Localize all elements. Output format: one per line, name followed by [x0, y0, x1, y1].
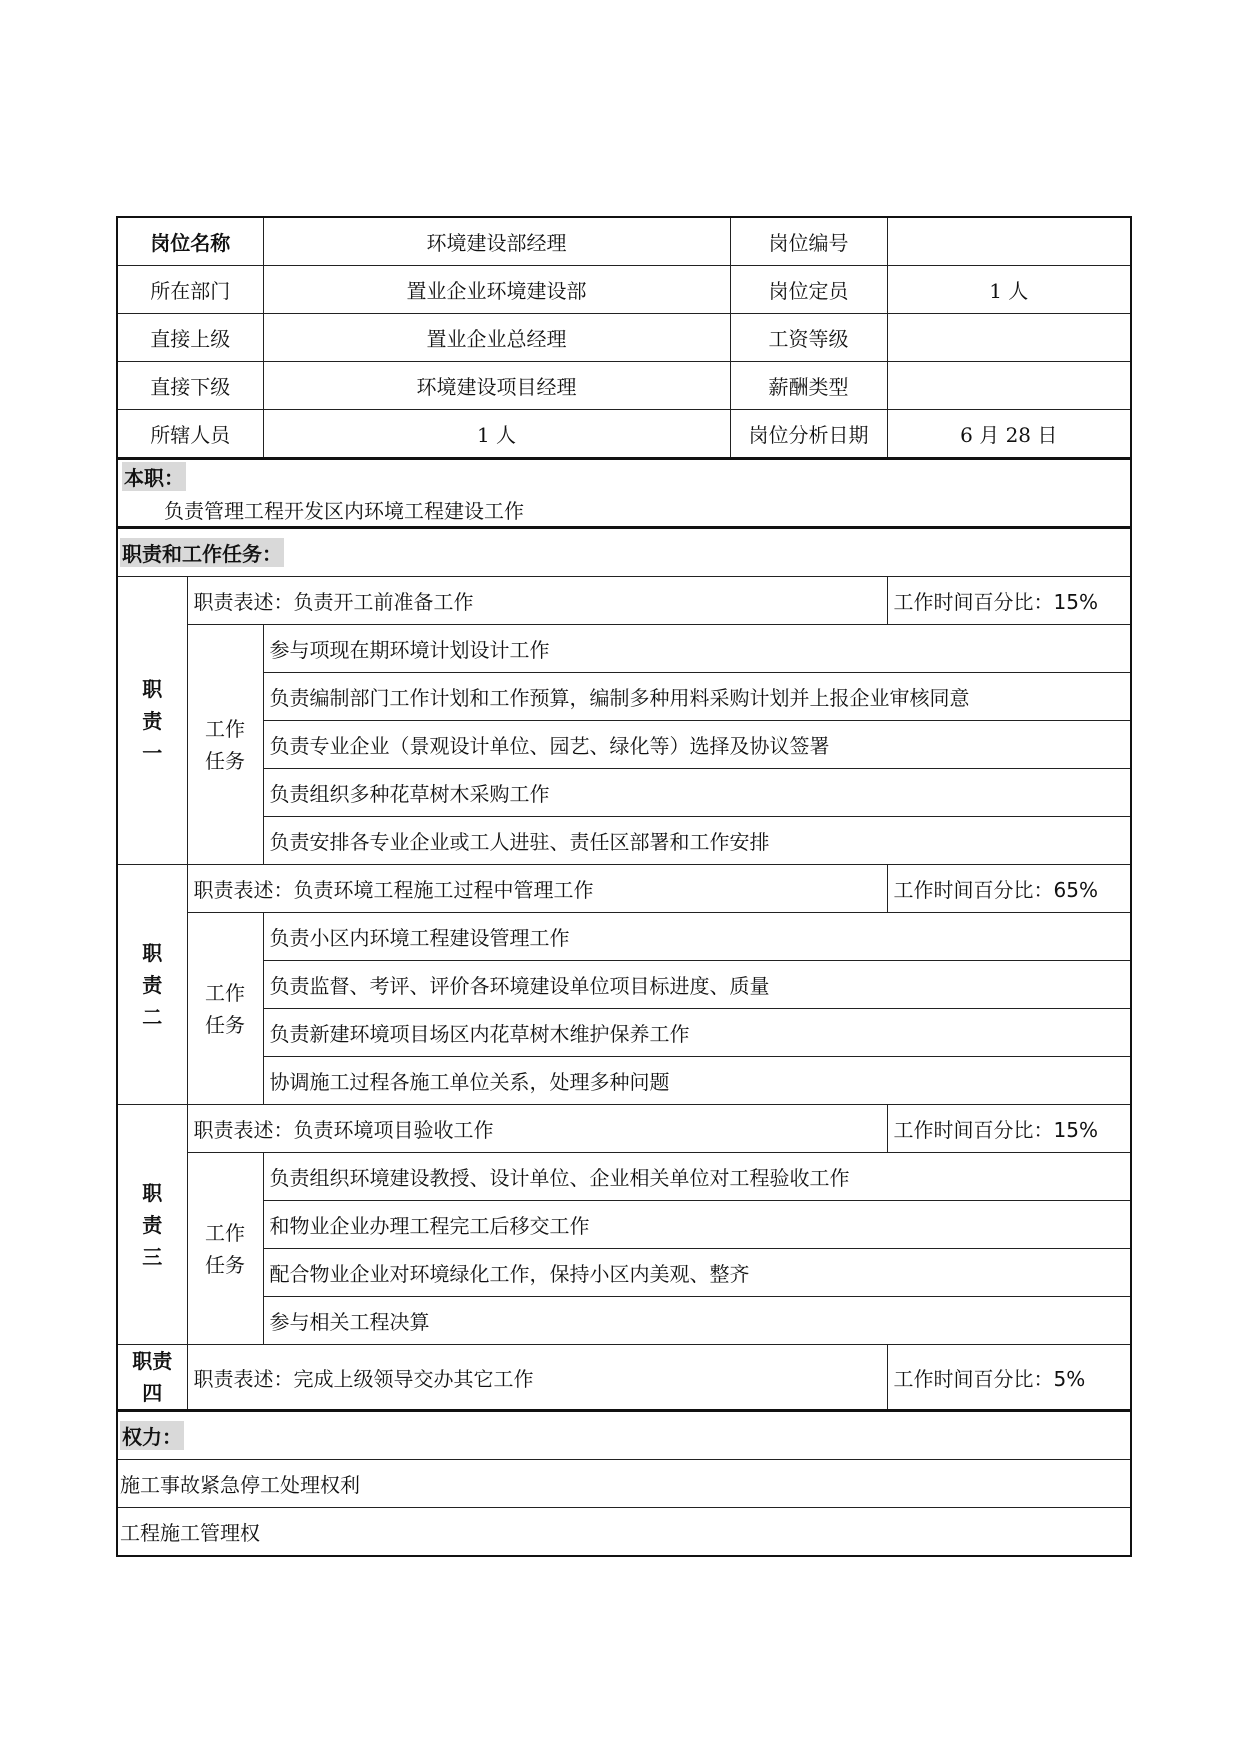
duty-label: 职 责 一 — [117, 577, 187, 865]
duty-time-percent: 工作时间百分比：15% — [887, 1105, 1131, 1153]
duty-desc-row — [117, 1105, 1131, 1153]
task-item: 和物业企业办理工程完工后移交工作 — [263, 1201, 1131, 1249]
duty-label: 职责 四 — [117, 1345, 187, 1411]
task-row — [117, 1057, 1131, 1105]
task-item: 参与项现在期环境计划设计工作 — [263, 625, 1131, 673]
task-item: 负责组织环境建设教授、设计单位、企业相关单位对工程验收工作 — [263, 1153, 1131, 1201]
duty-desc-row — [117, 865, 1131, 913]
task-row — [117, 769, 1131, 817]
info-key: 工资等级 — [730, 314, 887, 362]
task-label: 工作 任务 — [187, 1153, 263, 1345]
task-item: 负责安排各专业企业或工人进驻、责任区部署和工作安排 — [263, 817, 1131, 865]
info-value — [887, 314, 1131, 362]
info-row — [117, 362, 1131, 410]
info-key: 直接上级 — [117, 314, 263, 362]
duty-label: 职 责 三 — [117, 1105, 187, 1345]
task-item: 协调施工过程各施工单位关系，处理多种问题 — [263, 1057, 1131, 1105]
info-value: 置业企业环境建设部 — [263, 266, 730, 314]
powers-heading-cell — [117, 1411, 1131, 1460]
info-value — [887, 362, 1131, 410]
info-row — [117, 217, 1131, 266]
task-row — [117, 1153, 1131, 1201]
duties-heading-cell — [117, 528, 1131, 577]
powers-heading-row — [117, 1411, 1131, 1460]
duty-desc-row — [117, 1345, 1131, 1411]
info-row — [117, 410, 1131, 459]
duty-description: 职责表述：负责开工前准备工作 — [187, 577, 887, 625]
task-row — [117, 1201, 1131, 1249]
task-label: 工作 任务 — [187, 913, 263, 1105]
job-description-document — [116, 216, 1130, 1557]
duty-description: 职责表述：完成上级领导交办其它工作 — [187, 1345, 887, 1411]
task-item: 参与相关工程决算 — [263, 1297, 1131, 1345]
task-item: 负责专业企业（景观设计单位、园艺、绿化等）选择及协议签署 — [263, 721, 1131, 769]
task-row — [117, 721, 1131, 769]
task-row — [117, 1297, 1131, 1345]
info-value: 环境建设项目经理 — [263, 362, 730, 410]
info-value: 1 人 — [887, 266, 1131, 314]
info-row — [117, 266, 1131, 314]
task-row — [117, 913, 1131, 961]
task-row — [117, 1249, 1131, 1297]
power-row — [117, 1460, 1131, 1508]
power-item: 工程施工管理权 — [117, 1508, 1131, 1557]
task-item: 负责小区内环境工程建设管理工作 — [263, 913, 1131, 961]
power-item: 施工事故紧急停工处理权利 — [117, 1460, 1131, 1508]
summary-row — [117, 459, 1131, 528]
task-row — [117, 1009, 1131, 1057]
duty-desc-row — [117, 577, 1131, 625]
summary-heading: 本职： — [122, 462, 186, 491]
task-item: 负责编制部门工作计划和工作预算，编制多种用料采购计划并上报企业审核同意 — [263, 673, 1131, 721]
duty-time-percent: 工作时间百分比：5% — [887, 1345, 1131, 1411]
info-key: 薪酬类型 — [730, 362, 887, 410]
task-row — [117, 673, 1131, 721]
info-key: 岗位定员 — [730, 266, 887, 314]
duty-label: 职 责 二 — [117, 865, 187, 1105]
powers-heading: 权力： — [120, 1421, 184, 1450]
task-item: 负责监督、考评、评价各环境建设单位项目标进度、质量 — [263, 961, 1131, 1009]
duty-description: 职责表述：负责环境项目验收工作 — [187, 1105, 887, 1153]
info-value: 1 人 — [263, 410, 730, 459]
task-row — [117, 817, 1131, 865]
info-value — [887, 217, 1131, 266]
info-key: 所辖人员 — [117, 410, 263, 459]
summary-text: 负责管理工程开发区内环境工程建设工作 — [164, 499, 524, 523]
info-key: 岗位分析日期 — [730, 410, 887, 459]
power-row — [117, 1508, 1131, 1557]
task-label: 工作 任务 — [187, 625, 263, 865]
summary-cell — [117, 459, 1131, 528]
task-item: 负责组织多种花草树木采购工作 — [263, 769, 1131, 817]
task-item: 负责新建环境项目场区内花草树木维护保养工作 — [263, 1009, 1131, 1057]
info-row — [117, 314, 1131, 362]
duty-time-percent: 工作时间百分比：65% — [887, 865, 1131, 913]
task-item: 配合物业企业对环境绿化工作，保持小区内美观、整齐 — [263, 1249, 1131, 1297]
info-value: 6 月 28 日 — [887, 410, 1131, 459]
duties-heading: 职责和工作任务： — [120, 538, 284, 567]
duties-heading-row — [117, 528, 1131, 577]
info-key: 所在部门 — [117, 266, 263, 314]
duty-description: 职责表述：负责环境工程施工过程中管理工作 — [187, 865, 887, 913]
info-value: 置业企业总经理 — [263, 314, 730, 362]
info-key: 直接下级 — [117, 362, 263, 410]
task-row — [117, 625, 1131, 673]
job-description-table — [116, 216, 1132, 1557]
info-key: 岗位编号 — [730, 217, 887, 266]
duty-time-percent: 工作时间百分比：15% — [887, 577, 1131, 625]
info-value: 环境建设部经理 — [263, 217, 730, 266]
info-key: 岗位名称 — [117, 217, 263, 266]
task-row — [117, 961, 1131, 1009]
